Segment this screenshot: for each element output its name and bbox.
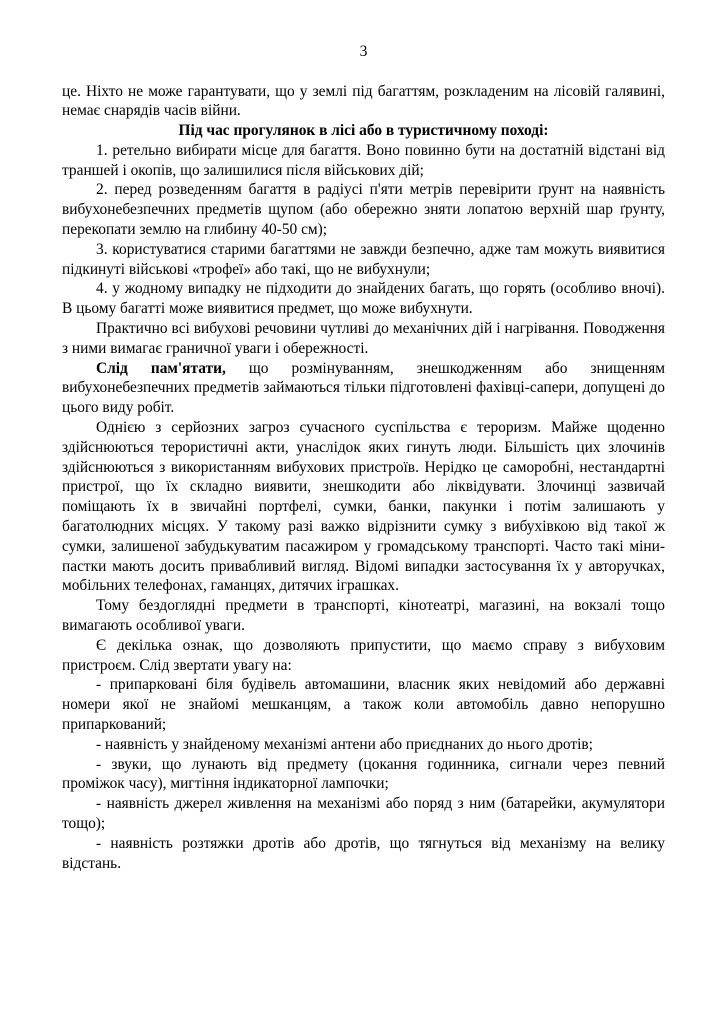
paragraph-explosives-sensitivity: Практично всі вибухові речовини чутливі до механічних дій і нагрівання. Поводження з ними вимагає граничної уваги і обережності. <box>62 320 665 357</box>
paragraph-opening: це. Ніхто не може гарантувати, що у землі під багаттям, розкладеним на лісовій галявині, немає снарядів часів війни. <box>62 82 665 120</box>
list-item-1: 1. ретельно вибирати місце для багаття. Воно повинно бути на достатній відстані від траншей і окопів, що залишилися після військових дій; <box>62 141 665 179</box>
section-heading-walks: Під час прогулянок в лісі або в туристичному поході: <box>178 122 549 140</box>
sign-item-3: - звуки, що лунають від предмету (цокання годинника, сигнали через певний проміжок часу), мигтіння індикаторної лампочки; <box>62 755 665 793</box>
paragraph-signs-intro: Є декілька ознак, що дозволяють припустити, що маємо справу з вибуховим пристроєм. Слід звертати увагу на: <box>62 636 665 674</box>
paragraph-remember-lead: Слід пам'ятати, <box>96 359 226 377</box>
sign-item-1: - припарковані біля будівель автомашини, власник яких невідомий або державні номери якої не знайомі мешканцям, а також коли автомобіль давно непорушно припаркований; <box>62 676 665 733</box>
page-number: 3 <box>359 43 368 60</box>
sign-item-4: - наявність джерел живлення на механізмі або поряд з ним (батарейки, акумулятори тощо); <box>62 795 665 832</box>
list-item-2: 2. перед розведенням багаття в радіусі п'яти метрів перевірити ґрунт на наявність вибухонебезпечних предметів щупом (або обережно зняти лопатою верхній шар ґрунту, перекопати землю на глибину 40-50 см); <box>62 181 665 239</box>
sign-item-2: - наявність у знайденому механізмі антени або приєднаних до нього дротів; <box>96 735 593 753</box>
list-item-4: 4. у жодному випадку не підходити до знайдених багать, що горять (особливо вночі). В цьому багатті може виявитися предмет, що може вибухнути. <box>62 280 665 318</box>
list-item-3: 3. користуватися старими багаттями не завжди безпечно, адже там можуть виявитися підкинуті військові «трофеї» або такі, що не вибухнули; <box>62 240 665 278</box>
paragraph-terrorism: Однією з серйозних загроз сучасного суспільства є тероризм. Майже щоденно здійснюються терористичні акти, унаслідок яких гинуть люди. Більшість цих злочинів здійснюються з використанням вибухових пристроїв. Нерідко це саморобні, нестандартні пристрої, що їх складно виявити, знешкодити або ліквідувати. Злочинці зазвичай поміщають їх в звичайні портфелі, сумки, банки, пакунки і потім залишають у багатолюдних місцях. У такому разі важко відрізнити сумку з вибухівкою від такої ж сумки, залишеної забудькуватим пасажиром у громадському транспорті. Часто такі міни-пастки мають досить привабливий вигляд. Відомі випадки застосування їх у авторучках, мобільних телефонах, гаманцях, дитячих іграшках. <box>62 419 665 595</box>
paragraph-unattended-objects: Тому бездоглядні предмети в транспорті, кінотеатрі, магазині, на вокзалі тощо вимагають особливої уваги. <box>62 597 665 635</box>
document-body <box>62 82 665 874</box>
paragraph-remember <box>62 359 665 418</box>
paragraph-remember-text: що розмінуванням, знешкодженням або знищенням вибухонебезпечних предметів займаються тільки підготовлені фахівці-сапери, допущені до цього виду робіт. <box>62 359 665 417</box>
sign-item-5: - наявність розтяжки дротів або дротів, що тягнуться від механізму на велику відстань. <box>62 834 665 872</box>
